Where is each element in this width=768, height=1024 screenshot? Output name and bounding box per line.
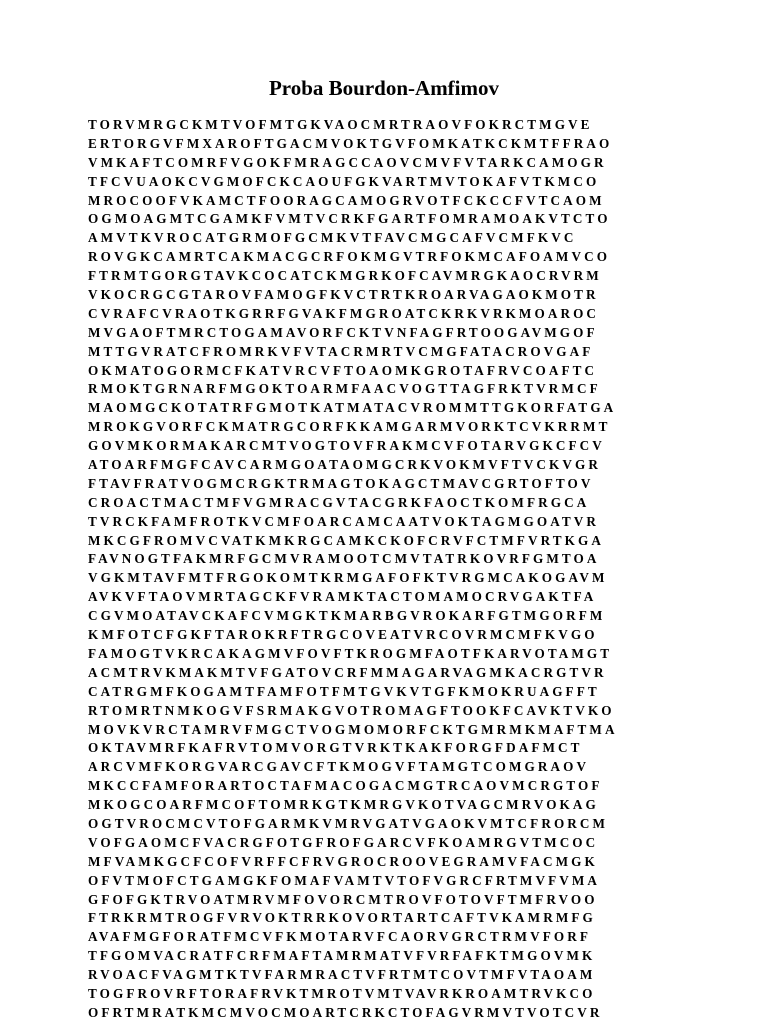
letter-row: FAVNOGTFAKMRFGCMVRAMOOTCMVTATRKOVRFGMTOA <box>88 551 600 567</box>
letter-row: MOVKVRCTAMRVFMGCTVOGMOMORFCKTGMRMKMAFTMA <box>88 721 618 737</box>
letter-row: MFVAMKGCFCOFVRFFCFRVGROCROOVEGRAMVFACMGK <box>88 853 598 869</box>
letter-row: ROVGKCAMRTCAKMACGCRFOKMGVTRFOKMCAFOAMVCO <box>88 249 611 265</box>
letter-row: OGTVROCMCVTOFGARMKVMRVGATVGAOKVMTCFRORCM <box>88 815 609 831</box>
letter-row: MKOGCOARFMCOFTOMRKGTKMRGVKOTVAGCMRVOKAG <box>88 797 599 813</box>
letter-row: VKOCRGCGTAROVFAMOGFKVCTRTKROARVAGAOKMOTR <box>88 287 599 303</box>
letter-row: MKCGFROMVCVATKMKRGCAMKCKOFCRVFCTMFVRTKGA <box>88 532 604 548</box>
letter-row: MTTGVRATCFROMRKVFVTACRMRTVCMGFATACROVGAF <box>88 343 594 359</box>
letter-row: FTRMTGORGTAVKCOCATCKMGRKOFCAVMRGKAOCRVRM <box>88 268 602 284</box>
letter-row: GFOFGKTRVOATMRVMFOVORCMTROVFOTOVFTMFRVOO <box>88 891 598 907</box>
letter-row: ERTORGVFMXAROFTGACMVOKTGVFOMKATKCKMTFFRAO <box>88 135 613 151</box>
letter-row: VOFGAOMCFVACRGFOTGFROFGARCVFKOAMRGVTMCOC <box>88 834 599 850</box>
letter-row: VMKAFTCOMRFVGOKFMRAGCCAOVCMVFVTARKCAMOGR <box>88 154 607 170</box>
letter-row: AVAFMGFORATFMCVFKMOTARVFCAORVGRCTRMVFORF <box>88 929 592 945</box>
letter-row: RMOKTGRNARFMGOKTOARMFAACVOGTTAGFRKTVRMCF <box>88 381 601 397</box>
letter-row: CGVMOATAVCKAFCVMGKTKMARBGVROKARFGTMGORFM <box>88 608 606 624</box>
letter-row: OKMATOGORMCFKATVRCVFTOAOMKGROTAFRVCOAFTC <box>88 362 598 378</box>
letter-row: ARCVMFKORGVARCGAVCFTKMOGVFTAMGTCOMGRAOV <box>88 759 590 775</box>
page-title: Proba Bourdon-Amfimov <box>268 76 500 100</box>
letter-row: AVKVFTAOVMRTAGCKFVRAMKTACTOMAMOCRVGAKTFA <box>88 589 597 605</box>
letter-row: MKCCFAMFORARTOCTAFMACOGACMGTRCAOVMCRGTOF <box>88 778 603 794</box>
letter-row: TORVMRGCKMTVOFMTGKVAOCMRTRAOVFOKRCTMGVE <box>88 117 593 132</box>
letter-row: RTOMRTNMKOGVFSRMAKGVOTROMAGFTOOKFCAVKTVKO <box>88 702 615 718</box>
letter-row: MAOMGCKOTATRFGMOTKATMATACVROMMTTGKORFATGA <box>88 400 617 416</box>
letter-row: TVRCKFAMFROTKVCMFOARCAMCAATVOKTAGMGOATVR <box>88 513 600 529</box>
letter-row: CVRAFCVRAOTKGRRFGVAKFMGROATCKRKVRKMOAROC <box>88 305 600 321</box>
letter-row: KMFOTCFGKFTAROKRFTRGCOVEATVRCOVRMCMFKVGO <box>88 627 598 643</box>
letter-row: OFRTMRATKMCMVOCMOARTCRKCTOFAGVRMVTVOTCVR <box>88 1004 603 1020</box>
letter-row: MROKGVORFCKMATRGCORFKKAMGARMVORKTCVKRRMT <box>88 419 611 435</box>
letter-row: GOVMKORMAKARCMTVOGTOVFRAKMCVFOTARVGKCFCV <box>88 438 605 454</box>
letter-row: CROACTMACTMFVGMRACGVTACGRKFAOCTKOMFRGCA <box>88 494 590 510</box>
letter-row: TOGFROVRFTORAFRVKTMROTVMTVAVRKROAMTRVKCO <box>88 985 596 1001</box>
letter-row: OGMOAGMTCGAMKFVMTVCRKFGARTFOMRAMOAKVTCTO <box>88 211 611 227</box>
letter-row: FTAVFRATVOGMCRGKTRMAGTOKAGCTMAVCGRTOFTOV <box>88 475 594 491</box>
letter-row: FTRKRMTROGFVRVOKTRRKOVORTARTCAFTVKAMRMFG <box>88 910 596 926</box>
letter-row: FAMOGTVKRCAKAGMVFOVFTKROGMFAOTFKARVOTAMGT <box>88 645 613 661</box>
letter-row: ATOARFMGFCAVCARMGOATAOMGCRKVOKMVFTVCKVGR <box>88 457 601 473</box>
letter-row: OFVTMOFCTGAMGKFOMAFVAMTVTOFVGRCFRTMVFVMA <box>88 872 601 888</box>
letter-row: AMVTKVROCATGRMOFGCMKVTFAVCMGCAFVCMFKVC <box>88 230 577 246</box>
letter-row: MVGAOFTMRCTOGAMAVORFCKTVNFAGFRTOOGAVMGOF <box>88 324 598 340</box>
letter-row: VGKMTAVFMTFRGOKOMTKRMGAFOFKTVRGMCAKOGAVM <box>88 570 608 586</box>
letter-row: OKTAVMRFKAFRVTOMVORGTVRKTKAKFORGFDAFMCT <box>88 740 583 756</box>
letter-grid <box>88 116 688 1023</box>
letter-row: RVOACFVAGMTKTVFARMRACTVFRTMTCOVTMFVTAOAM <box>88 967 596 983</box>
letter-row: TFGOMVACRATFCRFMAFTAMRMATVFVRFAFKTMGOVMK <box>88 948 596 964</box>
letter-row: CATRGMFKOGAMTFAMFOTFMTGVKVTGFKMOKRUAGFFT <box>88 683 600 699</box>
letter-row: TFCVUAOKCVGMOFCKCAOUFGKVARTMVTOKAFVTKMCO <box>88 173 600 189</box>
letter-row: MROCOOFVKAMCTFOORAGCAMOGRVOTFCKCCFVTCAOM <box>88 192 605 208</box>
letter-row: ACMTRVKMAKMTVFGATOVCRFMMAGARVAGMKACRGTVR <box>88 664 607 680</box>
